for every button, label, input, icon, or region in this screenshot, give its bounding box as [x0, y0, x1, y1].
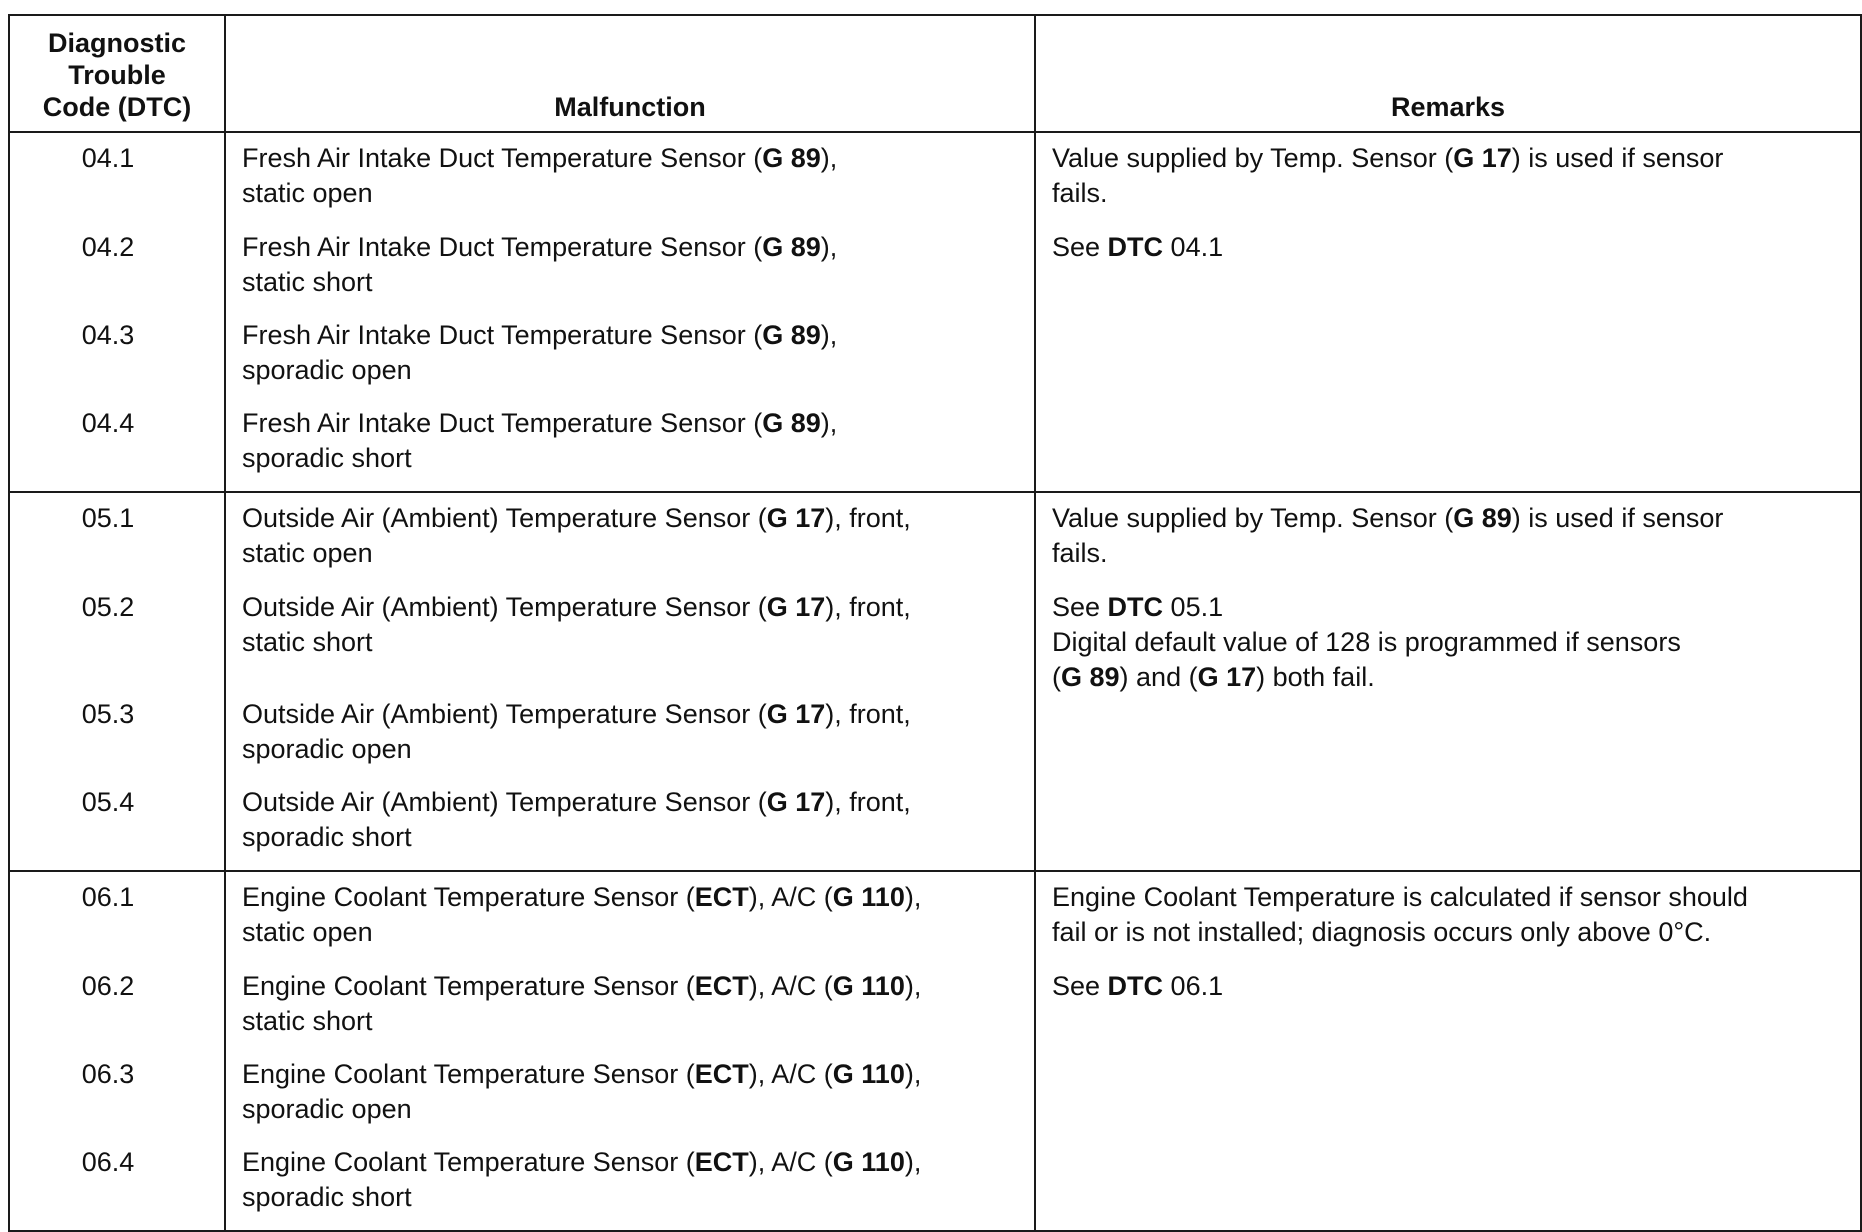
malfunction-text: [226, 228, 1034, 300]
remarks-text: [1036, 695, 1860, 697]
malfunction-bold-segment: ECT: [694, 1147, 749, 1177]
remarks-text: [1036, 783, 1860, 785]
dtc-code-cell: [9, 1143, 225, 1231]
malfunction-text: [226, 695, 1034, 767]
remarks-cell: [1035, 316, 1861, 404]
malfunction-cell: [225, 783, 1035, 871]
dtc-code: 04.1: [81, 143, 135, 173]
table-row: [9, 1055, 1861, 1143]
malfunction-bold-segment: G 17: [766, 592, 826, 622]
remarks-text: [1036, 316, 1860, 318]
remarks-segment: Digital default value of 128 is programmed if sensors: [1052, 627, 1681, 657]
malfunction-text: [226, 133, 1034, 211]
malfunction-text: [226, 404, 1034, 476]
remarks-cell: [1035, 783, 1861, 871]
malfunction-segment: Engine Coolant Temperature Sensor (: [242, 971, 695, 1001]
malfunction-text: [226, 783, 1034, 855]
malfunction-segment: Fresh Air Intake Duct Temperature Sensor (: [242, 408, 763, 438]
malfunction-segment: ),: [820, 320, 838, 350]
malfunction-segment: ),: [820, 408, 838, 438]
malfunction-segment: sporadic short: [242, 443, 412, 473]
remarks-bold-segment: DTC: [1107, 232, 1164, 262]
malfunction-text: [226, 872, 1034, 950]
malfunction-segment: ),: [820, 232, 838, 262]
header-dtc: [9, 15, 225, 132]
remarks-text: [1036, 588, 1860, 695]
malfunction-segment: Engine Coolant Temperature Sensor (: [242, 882, 695, 912]
remarks-cell: [1035, 492, 1861, 588]
malfunction-cell: [225, 1055, 1035, 1143]
malfunction-segment: static short: [242, 1006, 373, 1036]
malfunction-bold-segment: G 110: [832, 1059, 905, 1089]
dtc-code: 04.4: [81, 408, 135, 438]
malfunction-cell: [225, 316, 1035, 404]
malfunction-segment: ), A/C (: [748, 882, 833, 912]
header-dtc-line: Diagnostic: [47, 28, 187, 58]
dtc-code-cell: [9, 695, 225, 783]
remarks-text: [1036, 404, 1860, 406]
table-row: [9, 783, 1861, 871]
remarks-segment: fail or is not installed; diagnosis occurs only above 0°C.: [1052, 917, 1712, 947]
table-row: [9, 1143, 1861, 1231]
remarks-cell: [1035, 967, 1861, 1055]
malfunction-segment: sporadic short: [242, 822, 412, 852]
dtc-code-cell: [9, 132, 225, 228]
malfunction-segment: static open: [242, 178, 373, 208]
remarks-segment: fails.: [1052, 178, 1108, 208]
malfunction-segment: ),: [820, 143, 838, 173]
remarks-cell: [1035, 228, 1861, 316]
malfunction-segment: Outside Air (Ambient) Temperature Sensor (: [242, 503, 767, 533]
dtc-code-cell: [9, 492, 225, 588]
dtc-code: 05.1: [81, 503, 135, 533]
malfunction-segment: ), A/C (: [748, 1059, 833, 1089]
malfunction-cell: [225, 588, 1035, 695]
malfunction-segment: Outside Air (Ambient) Temperature Sensor (: [242, 787, 767, 817]
remarks-text: [1036, 1055, 1860, 1057]
malfunction-segment: static open: [242, 538, 373, 568]
dtc-code-cell: [9, 588, 225, 695]
malfunction-segment: static short: [242, 267, 373, 297]
remarks-segment: See: [1052, 971, 1108, 1001]
dtc-code: 06.1: [81, 882, 135, 912]
malfunction-bold-segment: G 17: [766, 787, 826, 817]
remarks-bold-segment: DTC: [1107, 971, 1164, 1001]
malfunction-bold-segment: G 89: [762, 320, 821, 350]
remarks-bold-segment: G 89: [1453, 503, 1512, 533]
dtc-code-cell: [9, 404, 225, 492]
malfunction-bold-segment: ECT: [694, 1059, 749, 1089]
header-remarks: Remarks: [1035, 15, 1861, 132]
malfunction-text: [226, 1055, 1034, 1127]
table-row: [9, 316, 1861, 404]
malfunction-cell: [225, 871, 1035, 967]
remarks-segment: Value supplied by Temp. Sensor (: [1052, 143, 1454, 173]
malfunction-bold-segment: ECT: [694, 971, 749, 1001]
dtc-code: 06.3: [81, 1059, 135, 1089]
dtc-code-cell: [9, 228, 225, 316]
malfunction-segment: Outside Air (Ambient) Temperature Sensor (: [242, 699, 767, 729]
remarks-bold-segment: G 17: [1197, 662, 1257, 692]
remarks-bold-segment: G 17: [1453, 143, 1512, 173]
malfunction-cell: [225, 228, 1035, 316]
malfunction-segment: ),: [904, 882, 922, 912]
remarks-text: [1036, 872, 1860, 950]
malfunction-segment: ),: [904, 971, 922, 1001]
dtc-table: [8, 14, 1862, 1232]
table-header-row: [9, 15, 1861, 132]
table-row: [9, 695, 1861, 783]
remarks-segment: (: [1052, 662, 1061, 692]
malfunction-bold-segment: G 89: [762, 232, 821, 262]
malfunction-segment: Fresh Air Intake Duct Temperature Sensor (: [242, 143, 763, 173]
header-dtc-line: Code (DTC): [42, 92, 192, 122]
remarks-segment: See: [1052, 232, 1108, 262]
malfunction-text: [226, 316, 1034, 388]
remarks-cell: [1035, 1143, 1861, 1231]
remarks-segment: ) both fail.: [1256, 662, 1375, 692]
malfunction-cell: [225, 967, 1035, 1055]
malfunction-text: [226, 493, 1034, 571]
remarks-cell: [1035, 132, 1861, 228]
table-row: [9, 132, 1861, 228]
remarks-segment: 04.1: [1163, 232, 1224, 262]
malfunction-bold-segment: ECT: [694, 882, 749, 912]
dtc-code: 04.3: [81, 320, 135, 350]
table-row: [9, 492, 1861, 588]
remarks-segment: See: [1052, 592, 1108, 622]
dtc-code: 06.4: [81, 1147, 135, 1177]
header-malfunction: Malfunction: [225, 15, 1035, 132]
malfunction-cell: [225, 132, 1035, 228]
dtc-code-cell: [9, 871, 225, 967]
remarks-cell: [1035, 1055, 1861, 1143]
malfunction-bold-segment: G 17: [766, 503, 826, 533]
malfunction-segment: ), front,: [825, 787, 911, 817]
malfunction-segment: static short: [242, 627, 373, 657]
malfunction-bold-segment: G 110: [832, 971, 905, 1001]
malfunction-segment: sporadic open: [242, 355, 412, 385]
malfunction-segment: sporadic open: [242, 1094, 412, 1124]
remarks-bold-segment: G 89: [1061, 662, 1120, 692]
malfunction-segment: Engine Coolant Temperature Sensor (: [242, 1059, 695, 1089]
remarks-text: [1036, 493, 1860, 571]
table-row: [9, 404, 1861, 492]
malfunction-segment: ), front,: [825, 592, 911, 622]
table-row: [9, 588, 1861, 695]
remarks-segment: Value supplied by Temp. Sensor (: [1052, 503, 1454, 533]
malfunction-segment: ), A/C (: [748, 1147, 833, 1177]
malfunction-cell: [225, 492, 1035, 588]
dtc-table-sheet: [8, 14, 1860, 1212]
remarks-cell: [1035, 404, 1861, 492]
dtc-table-body: [9, 132, 1861, 1231]
malfunction-bold-segment: G 89: [762, 143, 821, 173]
dtc-code-cell: [9, 1055, 225, 1143]
remarks-segment: ) is used if sensor: [1511, 503, 1724, 533]
header-dtc-line: Trouble: [68, 60, 166, 90]
malfunction-segment: static open: [242, 917, 373, 947]
malfunction-bold-segment: G 110: [832, 1147, 905, 1177]
dtc-code: 05.3: [81, 699, 135, 729]
dtc-code: 05.2: [81, 592, 135, 622]
malfunction-bold-segment: G 17: [766, 699, 826, 729]
malfunction-cell: [225, 404, 1035, 492]
remarks-cell: [1035, 871, 1861, 967]
remarks-segment: Engine Coolant Temperature is calculated if sensor should: [1052, 882, 1748, 912]
dtc-code-cell: [9, 783, 225, 871]
malfunction-cell: [225, 695, 1035, 783]
remarks-text: [1036, 967, 1860, 1004]
table-row: [9, 228, 1861, 316]
remarks-text: [1036, 1143, 1860, 1145]
malfunction-segment: Fresh Air Intake Duct Temperature Sensor (: [242, 320, 763, 350]
dtc-code: 06.2: [81, 971, 135, 1001]
remarks-segment: ) is used if sensor: [1511, 143, 1724, 173]
malfunction-bold-segment: G 89: [762, 408, 821, 438]
malfunction-segment: ), front,: [825, 699, 911, 729]
malfunction-text: [226, 1143, 1034, 1215]
malfunction-segment: Fresh Air Intake Duct Temperature Sensor (: [242, 232, 763, 262]
malfunction-text: [226, 588, 1034, 660]
remarks-segment: 06.1: [1163, 971, 1224, 1001]
dtc-code-cell: [9, 967, 225, 1055]
remarks-bold-segment: DTC: [1107, 592, 1164, 622]
malfunction-text: [226, 967, 1034, 1039]
malfunction-segment: Outside Air (Ambient) Temperature Sensor (: [242, 592, 767, 622]
malfunction-segment: ), A/C (: [748, 971, 833, 1001]
table-row: [9, 967, 1861, 1055]
remarks-cell: [1035, 695, 1861, 783]
malfunction-segment: sporadic open: [242, 734, 412, 764]
remarks-segment: ) and (: [1119, 662, 1198, 692]
malfunction-segment: ),: [904, 1059, 922, 1089]
malfunction-segment: sporadic short: [242, 1182, 412, 1212]
malfunction-segment: ), front,: [825, 503, 911, 533]
dtc-code: 05.4: [81, 787, 135, 817]
malfunction-cell: [225, 1143, 1035, 1231]
malfunction-bold-segment: G 110: [832, 882, 905, 912]
dtc-code: 04.2: [81, 232, 135, 262]
remarks-segment: 05.1: [1163, 592, 1224, 622]
remarks-segment: fails.: [1052, 538, 1108, 568]
remarks-cell: [1035, 588, 1861, 695]
malfunction-segment: ),: [904, 1147, 922, 1177]
remarks-text: [1036, 133, 1860, 211]
malfunction-segment: Engine Coolant Temperature Sensor (: [242, 1147, 695, 1177]
dtc-code-cell: [9, 316, 225, 404]
table-row: [9, 871, 1861, 967]
remarks-text: [1036, 228, 1860, 265]
